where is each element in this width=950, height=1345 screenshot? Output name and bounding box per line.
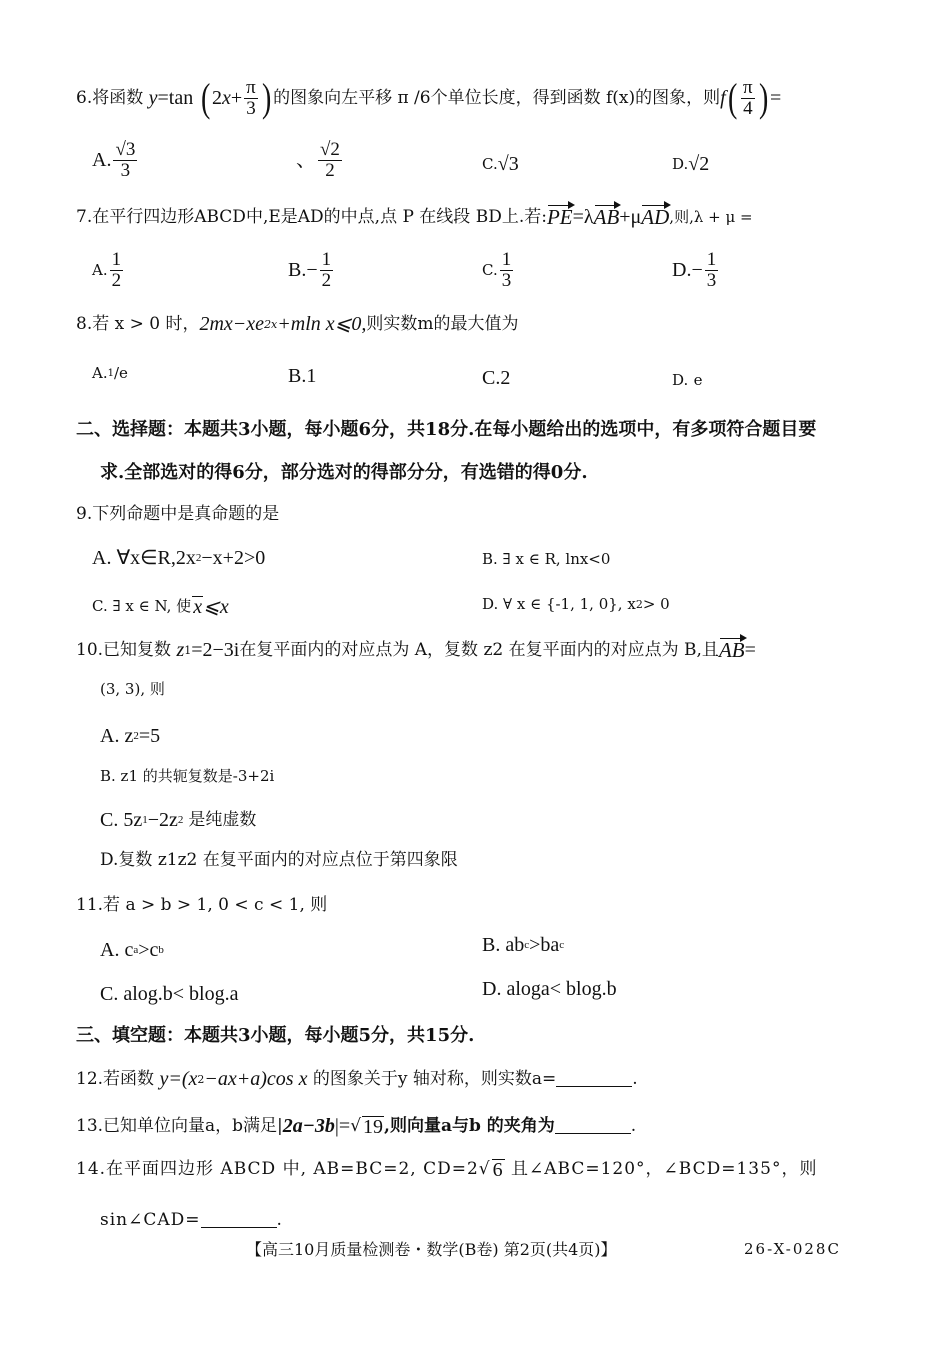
- num: 1: [501, 249, 512, 270]
- q8-expr2: +mln x⩽0,: [277, 313, 367, 335]
- label: C.: [482, 367, 501, 389]
- fraction: [113, 140, 137, 181]
- tail: ⩽x: [203, 595, 229, 618]
- q10-stem: 10.已知复数: [76, 639, 172, 660]
- q8-stem: 8.若 x > 0 时，: [76, 313, 200, 334]
- q6-option-d: [672, 154, 709, 174]
- text: B. ab: [482, 934, 525, 956]
- den: 3: [706, 269, 717, 291]
- sub: 2: [133, 729, 139, 742]
- q11-option-c: C. alog.b< blog.a: [100, 983, 239, 1005]
- q10-eq: =2−3i: [191, 639, 240, 661]
- label: B.: [288, 365, 307, 387]
- q6-option-b: [296, 140, 344, 181]
- q8-option-a: [92, 366, 128, 381]
- q9-option-b: B. ∃ x ∈ R, lnx<0: [482, 550, 611, 568]
- sup: 2: [635, 598, 643, 611]
- den: 3: [120, 159, 131, 181]
- q7-plus: +μ: [619, 206, 642, 228]
- text: D. ∀ x ∈ {-1, 1, 0}, x: [482, 595, 636, 613]
- sup: c: [559, 938, 565, 951]
- fraction: [318, 140, 342, 181]
- q8-stem-b: 则实数m的最大值为: [366, 313, 519, 334]
- label: D.: [672, 259, 692, 282]
- question-11: 11.若 a > b > 1, 0 < c < 1, 则: [76, 895, 328, 915]
- den: 3: [246, 97, 256, 119]
- label: A.: [92, 364, 108, 382]
- q10-option-b: B. z1 的共轭复数是-3+2i: [100, 767, 275, 785]
- q14-sin: sin∠CAD=: [100, 1210, 201, 1230]
- mid: >ba: [529, 934, 560, 956]
- q8-option-c: [482, 368, 510, 388]
- den: 4: [743, 97, 753, 119]
- q6-plus: +: [230, 87, 243, 109]
- q8-expr: 2mx−xe: [199, 313, 265, 335]
- q10-option-c: [100, 810, 256, 830]
- mid: >c: [138, 939, 159, 961]
- q11-option-d: D. aloga< blog.b: [482, 978, 617, 1000]
- label: C.: [482, 154, 498, 173]
- tail: −x+2>0: [201, 547, 266, 569]
- q8-option-d: [672, 372, 703, 389]
- text: A. z: [100, 725, 134, 747]
- section-2-heading-cont: 求.全部选对的得6分，部分选对的得部分分，有选错的得0分.: [100, 462, 588, 483]
- q8-option-b: [288, 366, 316, 386]
- tail: 是纯虚数: [188, 809, 257, 830]
- den: 2: [325, 159, 335, 181]
- sub: 1: [184, 643, 192, 657]
- paren-left: (: [727, 75, 738, 120]
- num: 1: [111, 249, 122, 270]
- q12-expr2: −ax+a)cos x: [204, 1068, 308, 1090]
- radical: 6: [492, 1158, 504, 1181]
- period: .: [632, 1068, 638, 1089]
- num: 1: [706, 249, 717, 270]
- tail: =5: [138, 725, 161, 747]
- period: .: [630, 1115, 637, 1136]
- q11-option-a: [100, 940, 164, 960]
- q7-tail: ,则,λ + μ =: [669, 207, 753, 226]
- q7-stem: 7.在平行四边形ABCD中,E是AD的中点,点 P 在线段 BD上.若:: [76, 206, 547, 227]
- paren-right: ): [758, 75, 768, 120]
- q6-stem: 6.将函数: [76, 87, 144, 108]
- q14-tail: 且∠ABC=120°，∠BCD=135°，则: [511, 1158, 818, 1179]
- radical: 19: [363, 1115, 384, 1138]
- fraction: [705, 250, 719, 291]
- value: 2: [500, 367, 511, 389]
- footer-title: 【高三10月质量检测卷・数学(B卷) 第2页(共4页)】: [246, 1240, 617, 1259]
- section-3-heading: 三、填空题：本题共3小题，每小题5分，共15分.: [76, 1025, 475, 1046]
- label: A.: [92, 260, 108, 279]
- sign: −: [306, 259, 318, 282]
- text: C. 5z: [100, 809, 143, 831]
- num: 1: [321, 249, 332, 270]
- q6-eq: =tan: [157, 87, 194, 109]
- q14-line-2: [100, 1212, 283, 1229]
- q7-option-d: [672, 250, 720, 291]
- num: √3: [115, 139, 136, 160]
- q12-stem-b: 的图象关于y 轴对称，则实数a=: [312, 1068, 557, 1089]
- value: 1: [306, 365, 317, 387]
- tail: > 0: [642, 595, 670, 613]
- footer-code: 26-X-028C: [744, 1240, 841, 1258]
- answer-blank[interactable]: [201, 1213, 277, 1228]
- vector-ad: AD: [641, 204, 670, 229]
- sup: b: [158, 943, 164, 956]
- q6-f: f: [720, 87, 726, 109]
- radical: x: [193, 596, 203, 618]
- equals: =: [744, 639, 756, 661]
- q10-stem-b: 在复平面内的对应点为 A，复数 z2 在复平面内的对应点为 B,且: [239, 639, 719, 660]
- q6-option-c: [482, 154, 519, 174]
- paren-left: (: [200, 75, 210, 120]
- den: 2: [321, 269, 332, 291]
- q7-option-b: [288, 250, 335, 291]
- q8-sup: 2x: [264, 317, 278, 331]
- z1: z: [176, 639, 185, 661]
- paren-right: ): [261, 75, 272, 120]
- den: 2: [111, 269, 122, 291]
- q7-eq: =λ: [572, 206, 594, 228]
- question-7: [76, 204, 753, 230]
- fraction: [320, 250, 334, 291]
- q10-option-d: D.复数 z1z2 在复平面内的对应点位于第四象限: [100, 850, 458, 870]
- q9-option-a: [92, 548, 265, 568]
- sup: 1: [107, 367, 114, 379]
- q6-stem-b: 的图象向左平移 π /6个单位长度，得到函数 f(x)的图象，则: [273, 87, 721, 108]
- section-2-heading: 二、选择题：本题共3小题，每小题6分，共18分.在每小题给出的选项中，有多项符合题目要: [76, 419, 817, 440]
- text: C. ∃ x ∈ N, 使: [92, 597, 192, 615]
- fraction: [500, 250, 514, 291]
- sub: 2: [177, 813, 184, 826]
- sign: −: [691, 259, 703, 282]
- mid: −2z: [147, 809, 178, 831]
- question-8: [76, 312, 519, 336]
- sup: a: [133, 943, 139, 956]
- q13-stem-b: ,则向量a与b 的夹角为: [384, 1115, 555, 1136]
- den: 3: [501, 269, 512, 291]
- question-13: 13.已知单位向量a，b满足| 2a−3b |= √ 19 ,则向量a与b 的夹角为 .: [76, 1115, 637, 1138]
- q6-arg-fraction: [741, 78, 755, 119]
- text: A. c: [100, 939, 134, 961]
- label: D.: [672, 371, 689, 389]
- sup: 2: [195, 551, 202, 564]
- vector-pe: PE: [546, 204, 573, 229]
- label: A.: [92, 149, 112, 172]
- label: C.: [482, 260, 498, 279]
- q6-equals: =: [769, 87, 782, 109]
- value: e: [693, 371, 703, 389]
- text: A. ∀x∈R,2x: [92, 547, 196, 569]
- q9-option-c: [92, 596, 229, 617]
- label: B.: [288, 259, 307, 282]
- value: √2: [688, 153, 710, 175]
- q6-option-a: [92, 140, 139, 181]
- q11-option-b: [482, 935, 564, 955]
- question-10: [76, 638, 756, 662]
- question-12: [76, 1068, 638, 1090]
- num: √2: [320, 139, 340, 160]
- sub: 1: [142, 813, 148, 826]
- question-14: 14.在平面四边形 ABCD 中, AB=BC=2, CD=2 √ 6 且∠ABC=120°，∠BCD=135°，则: [76, 1158, 818, 1181]
- q10-line-2: (3, 3), 则: [100, 680, 165, 698]
- q14-stem: 14.在平面四边形 ABCD 中, AB=BC=2, CD=2: [76, 1158, 479, 1179]
- question-9: 9.下列命题中是真命题的是: [76, 504, 280, 524]
- sup: c: [524, 938, 530, 951]
- q13-stem: 13.已知单位向量a，b满足|: [76, 1115, 283, 1136]
- period: .: [276, 1210, 283, 1230]
- q12-expr: y=(x: [159, 1068, 198, 1090]
- q9-option-d: [482, 597, 670, 612]
- sup: 2: [197, 1072, 205, 1086]
- num: π: [743, 76, 753, 98]
- num: π: [246, 76, 256, 98]
- q6-x: x: [221, 87, 231, 109]
- value: √3: [497, 153, 519, 175]
- q6-coef: 2: [211, 87, 222, 109]
- q6-y: y: [148, 87, 158, 109]
- answer-blank[interactable]: [555, 1119, 631, 1134]
- vector-ab: AB: [593, 204, 620, 229]
- question-6: [76, 75, 782, 120]
- q12-stem: 12.若函数: [76, 1068, 155, 1089]
- fraction: [110, 250, 124, 291]
- q13-expr: 2a−3b: [282, 1115, 335, 1137]
- q13-eq: |=: [334, 1115, 351, 1137]
- answer-blank[interactable]: [556, 1072, 632, 1087]
- q10-option-a: [100, 726, 160, 746]
- vector-ab: AB: [718, 637, 745, 662]
- q6-fraction: [244, 78, 258, 119]
- label: 、: [296, 149, 316, 172]
- q7-option-a: [92, 250, 125, 291]
- label: D.: [672, 154, 689, 173]
- q7-option-c: [482, 250, 515, 291]
- value: /e: [113, 364, 128, 382]
